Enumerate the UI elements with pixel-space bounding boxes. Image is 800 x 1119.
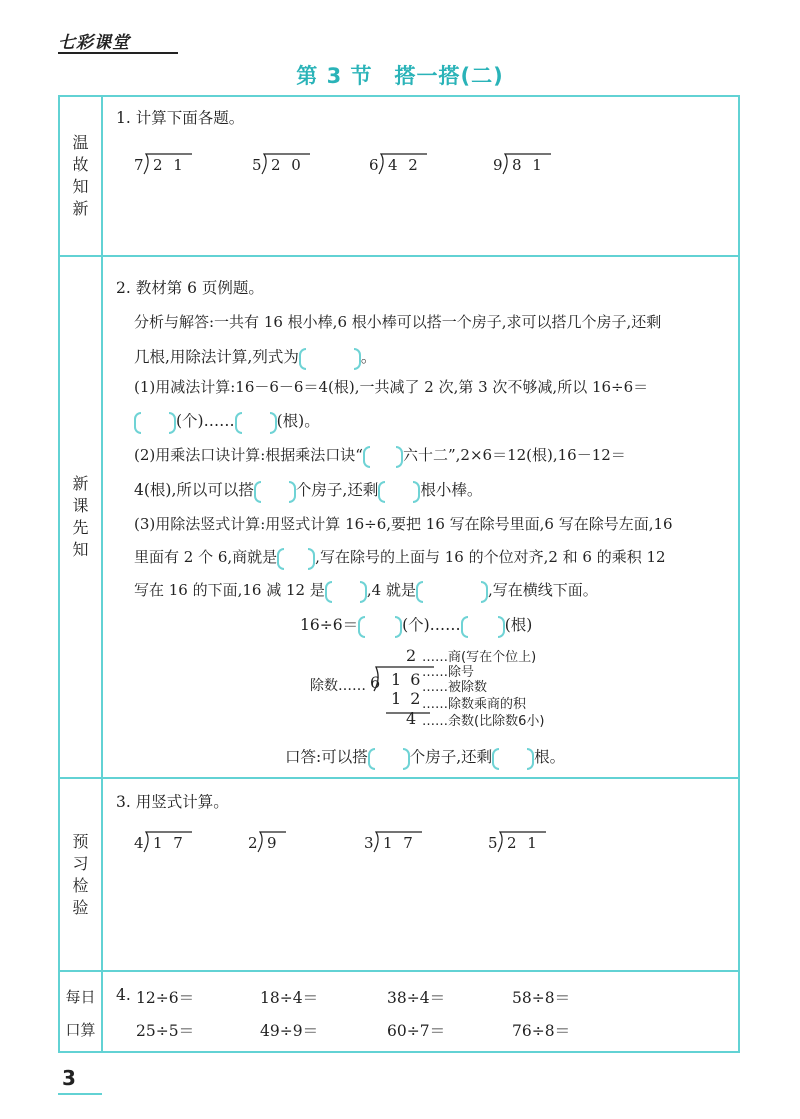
q2-method3-line3: 写在 16 的下面,16 减 12 是 ,4 就是 ,写在横线下面。 [134, 581, 598, 599]
mental-math-item: 25÷5＝ [136, 1022, 195, 1040]
mental-math-item: 58÷8＝ [512, 989, 571, 1007]
answer-blank[interactable] [134, 413, 176, 431]
q2-method3-line2: 里面有 2 个 6,商就是 ,写在除号的上面与 16 的个位对齐,2 和 6 的乘积 12 [134, 548, 666, 566]
q2-method1-line1: (1)用减法计算:16－6－6＝4(根),一共减了 2 次,第 3 次不够减,所以 16÷6＝ [134, 378, 649, 396]
q2-analysis-line2: 几根,用除法计算,列式为 。 [134, 348, 377, 366]
q2-equation: 16÷6＝ (个)…… (根) [300, 616, 533, 634]
answer-blank[interactable] [368, 749, 410, 767]
answer-blank[interactable] [277, 549, 315, 567]
answer-blank[interactable] [254, 482, 296, 500]
answer-blank[interactable] [358, 617, 402, 635]
q1-title: 1. 计算下面各题。 [116, 109, 245, 127]
diagram-quotient: 2 [406, 646, 417, 665]
q3-long-division-3: 3 1 7 [364, 828, 424, 854]
q2-analysis-line1: 分析与解答:一共有 16 根小棒,6 根小棒可以搭一个房子,求可以搭几个房子,还剩 [134, 313, 662, 331]
q2-method3-line1: (3)用除法竖式计算:用竖式计算 16÷6,要把 16 写在除号里面,6 写在除号左面,16 [134, 515, 673, 533]
answer-blank[interactable] [492, 749, 534, 767]
mental-math-item: 76÷8＝ [512, 1022, 571, 1040]
section-label-daily-line2: 口算 [65, 1021, 96, 1039]
row-divider [60, 970, 738, 972]
divisor-label: 除数…… [310, 678, 366, 694]
q1-long-division-2: 5 2 0 [252, 150, 312, 176]
q2-method2-line1: (2)用乘法口诀计算:根据乘法口诀“ 六十二”,2×6＝12(根),16－12＝ [134, 446, 626, 464]
answer-blank[interactable] [378, 482, 420, 500]
note-product: ……除数乘商的积 [422, 697, 527, 712]
q4-number: 4. [116, 986, 131, 1004]
q1-long-division-4: 9 8 1 [493, 150, 553, 176]
mental-math-item: 60÷7＝ [387, 1022, 446, 1040]
mental-math-item: 18÷4＝ [260, 989, 319, 1007]
q2-method1-line2: (个)…… (根)。 [134, 409, 320, 431]
q3-title: 3. 用竖式计算。 [116, 793, 229, 811]
diagram-divisor: 6 [370, 673, 381, 692]
brand-logo: 七彩课堂 [58, 33, 130, 53]
section-label-preview: 预 习 检 验 [72, 831, 89, 917]
diagram-product: 1 2 [391, 689, 423, 708]
q1-long-division-3: 6 4 2 [369, 150, 429, 176]
diagram-dividend: 1 6 [391, 670, 423, 689]
q1-long-division-1: 7 2 1 [134, 150, 194, 176]
q2-title: 2. 教材第 6 页例题。 [116, 279, 264, 297]
answer-blank[interactable] [299, 349, 361, 367]
answer-blank[interactable] [416, 582, 488, 600]
section-label-daily-line1: 每日 [65, 988, 96, 1006]
q2-oral-answer: 口答:可以搭 个房子,还剩 根。 [285, 748, 566, 766]
mental-math-item: 49÷9＝ [260, 1022, 319, 1040]
section-label-warmup: 温 故 知 新 [72, 133, 89, 218]
answer-blank[interactable] [325, 582, 367, 600]
note-dividend: ……被除数 [422, 680, 488, 695]
page-number-underline [58, 1093, 102, 1095]
page-title [0, 60, 800, 90]
mental-math-item: 12÷6＝ [136, 989, 195, 1007]
title-text: 搭一搭(二) [394, 64, 504, 88]
note-division-sign: ……除号 [422, 665, 475, 680]
answer-blank[interactable] [363, 447, 403, 465]
note-remainder: ……余数(比除数6小) [422, 714, 545, 729]
answer-blank[interactable] [461, 617, 505, 635]
worksheet-table [58, 95, 740, 1053]
row-divider [60, 255, 738, 257]
q3-long-division-1: 4 1 7 [134, 828, 194, 854]
q3-long-division-2: 2 9 [248, 828, 288, 854]
section-label-newlesson: 新 课 先 知 [72, 474, 89, 559]
row-divider [60, 777, 738, 779]
mental-math-item: 38÷4＝ [387, 989, 446, 1007]
title-section-number: 第 3 节 [296, 64, 373, 88]
note-quotient: ……商(写在个位上) [422, 650, 537, 665]
answer-blank[interactable] [235, 413, 277, 431]
page-number: 3 [62, 1066, 76, 1090]
q3-long-division-4: 5 2 1 [488, 828, 548, 854]
brand-underline [58, 52, 178, 54]
q2-method2-line2: 4(根),所以可以搭 个房子,还剩 根小棒。 [134, 481, 483, 499]
label-column-divider [101, 97, 103, 1051]
diagram-remainder: 4 [406, 709, 417, 728]
